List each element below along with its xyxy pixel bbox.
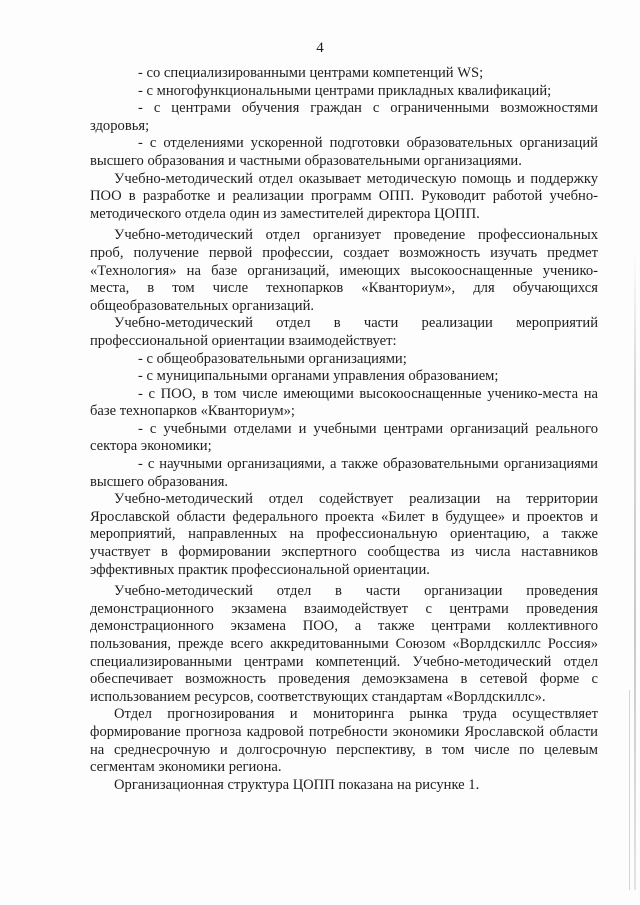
scan-edge-mark	[634, 250, 636, 890]
paragraph-org-structure: Организационная структура ЦОПП показана на рисунке 1.	[114, 776, 480, 793]
scan-edge-mark-secondary	[629, 690, 630, 890]
list-item-scientific-organizations: - с научными организациями, а также образовательными организациями высшего образования.	[90, 456, 598, 490]
list-item-poo-kvantorium: - с ПОО, в том числе имеющими высокооснащенные ученико-места на базе технопарков «Кванториум»;	[90, 385, 598, 420]
list-item-general-education: - с общеобразовательными организациями;	[138, 350, 407, 367]
paragraph-methodical-help: Учебно-методический отдел оказывает методическую помощь и поддержку ПОО в разработке и реализации программ ОПП. Руководит работой учебно-методического отдела один из заместителей директора ЦОПП.	[90, 170, 598, 222]
paragraph-labor-market-forecast: Отдел прогнозирования и мониторинга рынка труда осуществляет формирование прогноза кадровой потребности экономики Ярославской области на среднесрочную и долгосрочную перспективу, в том числе по целевым сегментам экономики региона.	[90, 706, 598, 776]
list-item-disability-centers: - с центрами обучения граждан с ограниченными возможностями здоровья;	[90, 100, 598, 134]
paragraph-ticket-to-future: Учебно-методический отдел содействует реализации на территории Ярославской области федерального проекта «Билет в будущее» и проектов и мероприятий, направленных на профессиональную ориентацию, а также участвует в формировании экспертного сообщества из числа наставников эффективных практик профессиональной ориентации.	[90, 491, 598, 578]
list-item-training-departments: - с учебными отделами и учебными центрами организаций реального сектора экономики;	[90, 420, 598, 455]
paragraph-career-guidance-intro: Учебно-методический отдел в части реализации мероприятий профессиональной ориентации взаимодействует:	[90, 315, 598, 349]
paragraph-demo-exam: Учебно-методический отдел в части организации проведения демонстрационного экзамена взаимодействует с центрами проведения демонстрационного экзамена ПОО, а также центрами коллективного пользования, прежде всего аккредитованными Союзом «Ворлдскиллс Россия» специализированными центрами компетенций. Учебно-методический отдел обеспечивает возможность проведения демоэкзамена в сетевой форме с использованием ресурсов, соответствующих стандартам «Ворлдскиллс».	[90, 583, 598, 705]
list-item-multifunctional-centers: - с многофункциональными центрами прикладных квалификаций;	[138, 82, 552, 99]
list-item-municipal-bodies: - с муниципальными органами управления образованием;	[138, 368, 499, 385]
list-item-accelerated-training: - с отделениями ускоренной подготовки образовательных организаций высшего образования и частными образовательными организациями.	[90, 135, 598, 169]
list-item-ws-centers: - со специализированными центрами компетенций WS;	[138, 65, 484, 81]
page-number: 4	[316, 40, 324, 56]
document-body	[90, 65, 598, 794]
paragraph-professional-trials: Учебно-методический отдел организует проведение профессиональных проб, получение первой профессии, создает возможность изучать предмет «Технология» на базе организаций, имеющих высокооснащенные ученико-места, в том числе технопарков «Кванториум», для обучающихся общеобразовательных организаций.	[90, 227, 598, 314]
